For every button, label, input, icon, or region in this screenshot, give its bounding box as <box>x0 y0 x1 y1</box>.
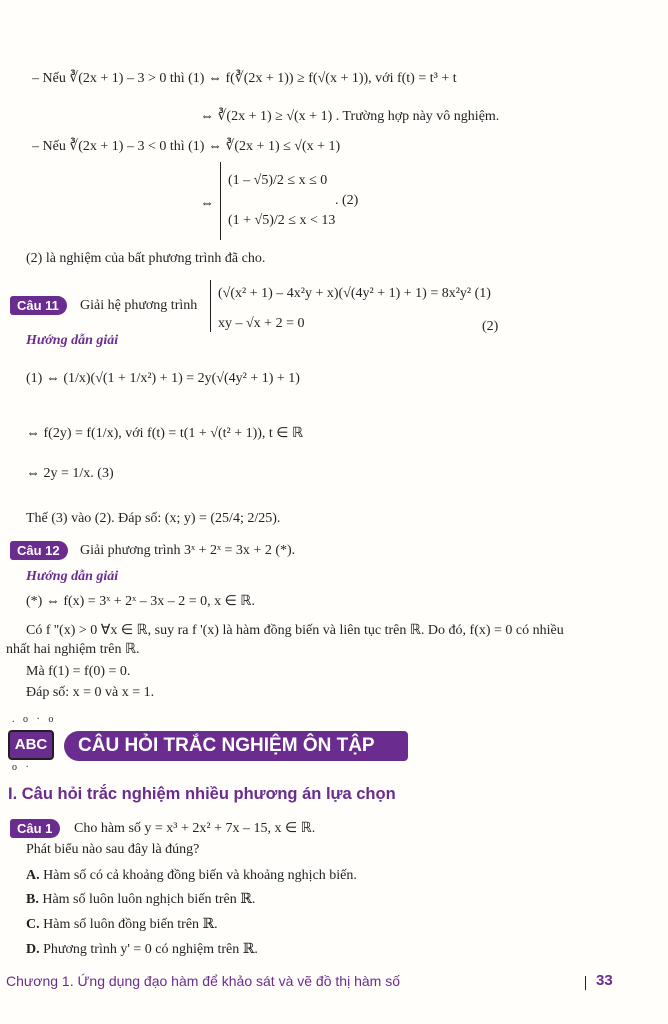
system-equation-2-tag: (2) <box>482 319 499 334</box>
abc-icon <box>8 730 54 760</box>
question-11-prompt: Giải hệ phương trình <box>80 298 198 313</box>
option-c-text: Hàm số luôn đồng biến trên ℝ. <box>43 917 218 932</box>
option-c-letter: C. <box>26 917 40 932</box>
option-a-text: Hàm số có cả khoảng đồng biến và khoảng nghịch biến. <box>43 868 357 883</box>
option-d-letter: D. <box>26 942 40 957</box>
solution-11-step-2: ⇔ f(2y) = f(1/x), với f(t) = t(1 + √(t² + 1)), t ∈ ℝ <box>26 426 304 441</box>
solution-12-step-2: Có f ''(x) > 0 ∀x ∈ ℝ, suy ra f '(x) là hàm đồng biến và liên tục trên ℝ. Do đó, f(x) = 0 có nhiều <box>26 623 564 638</box>
interval-1: (1 – √5)/2 ≤ x ≤ 0 <box>228 173 328 188</box>
section-decor-dots-bottom: o · <box>12 762 32 773</box>
option-d-text: Phương trình y' = 0 có nghiệm trên ℝ. <box>43 942 258 957</box>
question-badge-12: Câu 12 <box>10 541 68 560</box>
question-1-ask: Phát biểu nào sau đây là đúng? <box>26 842 200 857</box>
condition-line-3: – Nếu ∛(2x + 1) – 3 < 0 thì (1) ⇔ ∛(2x + 1) ≤ √(x + 1) <box>32 139 341 154</box>
system-equation-1: (√(x² + 1) – 4x²y + x)(√(4y² + 1) + 1) = 8x²y² (1) <box>218 286 491 301</box>
question-12-prompt: Giải phương trình 3ˣ + 2ˣ = 3x + 2 (*). <box>80 543 296 558</box>
section-title: CÂU HỎI TRẮC NGHIỆM ÔN TẬP <box>78 735 375 756</box>
solution-heading-11: Hướng dẫn giải <box>26 333 119 348</box>
footer-divider <box>585 976 586 990</box>
question-1-prompt: Cho hàm số y = x³ + 2x² + 7x – 15, x ∈ ℝ. <box>74 821 316 836</box>
equation-tag: . (2) <box>335 193 359 208</box>
conclusion-text: (2) là nghiệm của bất phương trình đã cho. <box>26 251 266 266</box>
footer-chapter: Chương 1. Ứng dụng đạo hàm để khảo sát và vẽ đồ thị hàm số <box>6 973 400 989</box>
solution-heading-12: Hướng dẫn giải <box>26 569 119 584</box>
page-number: 33 <box>596 972 613 989</box>
option-b-letter: B. <box>26 892 39 907</box>
solution-11-step-3: ⇔ 2y = 1/x. (3) <box>26 466 114 481</box>
solution-11-answer: Thế (3) vào (2). Đáp số: (x; y) = (25/4; 2/25). <box>26 511 281 526</box>
abc-icon-label: ABC <box>14 736 48 753</box>
option-b <box>26 891 255 909</box>
system-brace <box>210 280 211 332</box>
system-equation-2: xy – √x + 2 = 0 <box>218 316 305 331</box>
solution-12-step-4: Mà f(1) = f(0) = 0. <box>26 664 131 679</box>
solution-12-step-1: (*) ⇔ f(x) = 3ˣ + 2ˣ – 3x – 2 = 0, x ∈ ℝ. <box>26 594 255 609</box>
option-c <box>26 916 218 934</box>
option-d <box>26 941 258 959</box>
question-badge-11: Câu 11 <box>10 296 67 315</box>
interval-2: (1 + √5)/2 ≤ x < 13 <box>228 213 336 228</box>
option-a <box>26 867 357 885</box>
equivalence-line-2: ⇔ ∛(2x + 1) ≥ √(x + 1) . Trường hợp này vô nghiệm. <box>200 109 500 124</box>
question-badge-1: Câu 1 <box>10 819 60 838</box>
solution-11-step-1: (1) ⇔ (1/x)(√(1 + 1/x²) + 1) = 2y(√(4y² + 1) + 1) <box>26 371 300 386</box>
section-banner <box>64 731 408 761</box>
option-a-letter: A. <box>26 868 40 883</box>
system-bracket <box>220 162 221 240</box>
solution-12-answer: Đáp số: x = 0 và x = 1. <box>26 685 155 700</box>
section-decor-dots: . o · o <box>12 714 57 725</box>
equivalence-arrow: ⇔ <box>200 196 214 211</box>
solution-12-step-3: nhất hai nghiệm trên ℝ. <box>6 642 140 657</box>
condition-line-1: – Nếu ∛(2x + 1) – 3 > 0 thì (1) ⇔ f(∛(2x + 1)) ≥ f(√(x + 1)), với f(t) = t³ + t <box>32 71 457 86</box>
section-subtitle: I. Câu hỏi trắc nghiệm nhiều phương án lựa chọn <box>8 785 396 803</box>
option-b-text: Hàm số luôn luôn nghịch biến trên ℝ. <box>42 892 256 907</box>
